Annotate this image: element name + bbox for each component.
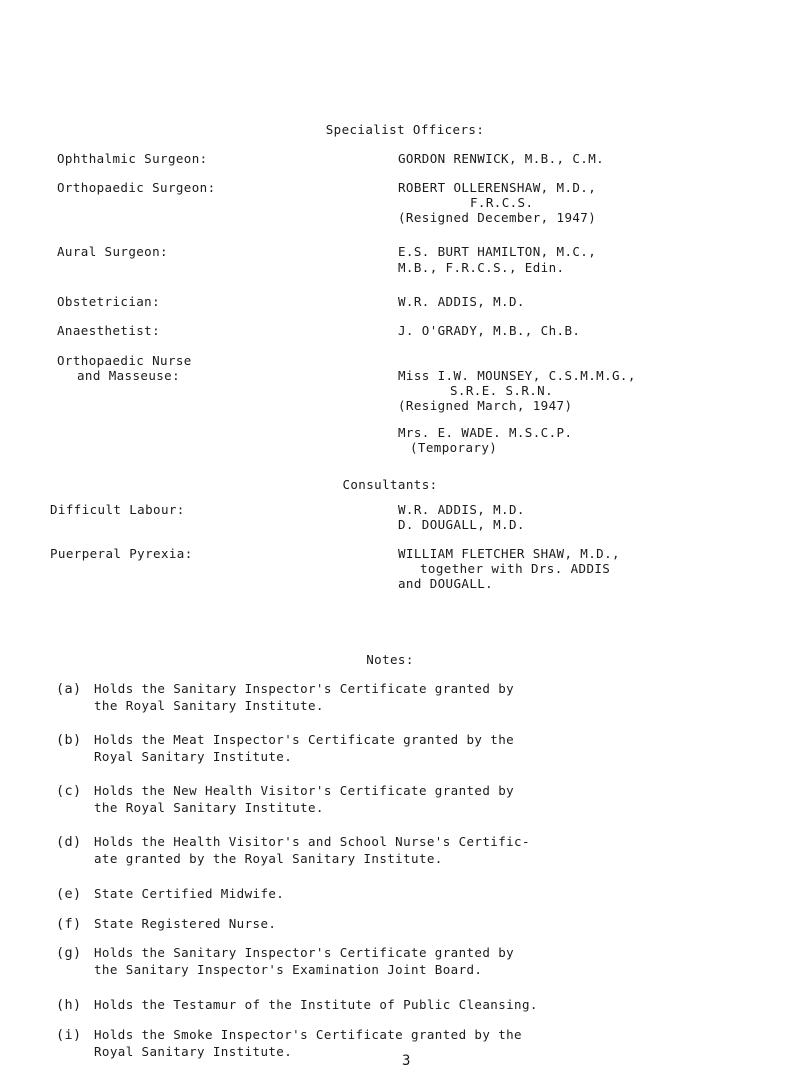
note-text: Holds the New Health Visitor's Certificate granted by the Royal Sanitary Institute.: [94, 783, 515, 815]
note-text: Holds the Testamur of the Institute of Public Cleansing.: [94, 997, 538, 1012]
consultants-heading: Consultants:: [342, 477, 438, 492]
consultant-name: WILLIAM FLETCHER SHAW, M.D., together with Drs. ADDIS and DOUGALL.: [398, 546, 620, 591]
role-label: Aural Surgeon:: [57, 244, 168, 259]
note-text: Holds the Smoke Inspector's Certificate granted by the Royal Sanitary Institute.: [94, 1027, 522, 1059]
officer-name: W.R. ADDIS, M.D.: [398, 294, 525, 309]
note-label: (e): [56, 886, 82, 902]
role-label: Difficult Labour:: [50, 502, 185, 517]
officer-name: Miss I.W. MOUNSEY, C.S.M.M.G., S.R.E. S.R.N. (Resigned March, 1947): [398, 368, 636, 413]
note-text: Holds the Sanitary Inspector's Certificate granted by the Sanitary Inspector's Examination Joint Board.: [94, 945, 515, 977]
role-label: Puerperal Pyrexia:: [50, 546, 193, 561]
role-label: Obstetrician:: [57, 294, 161, 309]
note-label: (c): [56, 783, 82, 799]
note-text: Holds the Health Visitor's and School Nurse's Certific- ate granted by the Royal Sanitary Institute.: [94, 834, 530, 866]
role-label: Ophthalmic Surgeon:: [57, 151, 208, 166]
note-label: (h): [56, 997, 82, 1013]
note-text: State Certified Midwife.: [94, 886, 285, 901]
note-text: Holds the Sanitary Inspector's Certificate granted by the Royal Sanitary Institute.: [94, 681, 515, 713]
officer-name: GORDON RENWICK, M.B., C.M.: [398, 151, 605, 166]
officer-name: Mrs. E. WADE. M.S.C.P. (Temporary): [398, 425, 573, 455]
consultant-name: W.R. ADDIS, M.D. D. DOUGALL, M.D.: [398, 502, 525, 532]
officer-name: E.S. BURT HAMILTON, M.C., M.B., F.R.C.S., Edin.: [398, 244, 597, 275]
note-label: (g): [56, 945, 82, 961]
role-label: Anaesthetist:: [57, 323, 161, 338]
note-label: (a): [56, 681, 82, 697]
note-text: Holds the Meat Inspector's Certificate granted by the Royal Sanitary Institute.: [94, 732, 515, 764]
officer-name: ROBERT OLLERENSHAW, M.D., F.R.C.S. (Resigned December, 1947): [398, 180, 597, 225]
notes-heading: Notes:: [366, 652, 414, 667]
officer-name: J. O'GRADY, M.B., Ch.B.: [398, 323, 581, 338]
note-label: (i): [56, 1027, 82, 1043]
specialist-officers-heading: Specialist Officers:: [325, 122, 485, 137]
note-label: (f): [56, 916, 82, 932]
note-text: State Registered Nurse.: [94, 916, 277, 931]
note-label: (d): [56, 834, 82, 850]
role-label: Orthopaedic Surgeon:: [57, 180, 216, 195]
note-label: (b): [56, 732, 82, 748]
page-number: 3: [402, 1053, 411, 1069]
role-label: Orthopaedic Nurse and Masseuse:: [57, 353, 192, 383]
